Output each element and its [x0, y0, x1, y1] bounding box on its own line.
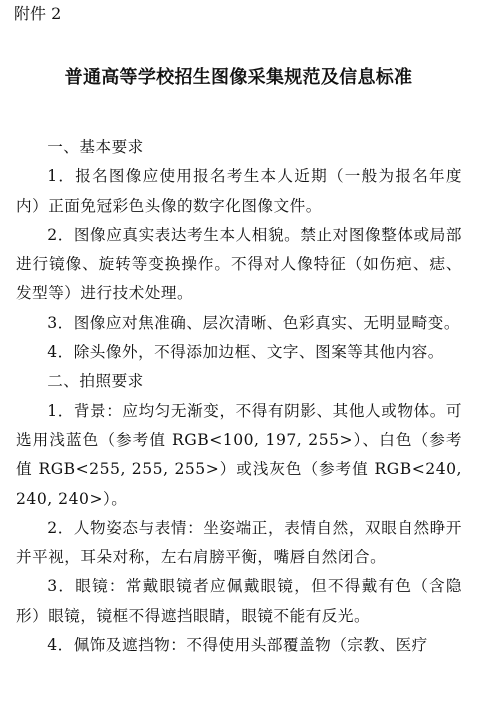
paragraph: 2．图像应真实表达考生本人相貌。禁止对图像整体或局部进行镜像、旋转等变换操作。不得对人像特征（如伤疤、痣、发型等）进行技术处理。	[16, 225, 462, 303]
paragraph: 2．人物姿态与表情：坐姿端正，表情自然，双眼自然睁开并平视，耳朵对称，左右肩膀平衡，嘴唇自然闭合。	[16, 518, 462, 567]
paragraph: 4．佩饰及遮挡物：不得使用头部覆盖物（宗教、医疗	[47, 636, 428, 655]
paragraph: 3．图像应对焦准确、层次清晰、色彩真实、无明显畸变。	[47, 313, 460, 332]
document-title: 普通高等学校招生图像采集规范及信息标准	[64, 67, 413, 88]
section-heading-basic-requirements: 一、基本要求	[47, 138, 144, 156]
paragraph: 1．报名图像应使用报名考生本人近期（一般为报名年度内）正面免冠彩色头像的数字化图像文件。	[16, 167, 462, 215]
paragraph: 4．除头像外，不得添加边框、文字、图案等其他内容。	[47, 343, 444, 362]
paragraph: 1．背景：应均匀无渐变，不得有阴影、其他人或物体。可选用浅蓝色（参考值 RGB<100, 197, 255>）、白色（参考值 RGB<255, 255, 255>）或浅灰色（参考值 RGB<240, 240, 240>）。	[16, 401, 462, 508]
document-body	[16, 133, 462, 660]
paragraph: 3．眼镜：常戴眼镜者应佩戴眼镜，但不得戴有色（含隐形）眼镜，镜框不得遮挡眼睛，眼镜不能有反光。	[16, 577, 462, 625]
section-heading-photo-requirements: 二、拍照要求	[47, 372, 144, 391]
attachment-label: 附件 2	[14, 4, 62, 23]
